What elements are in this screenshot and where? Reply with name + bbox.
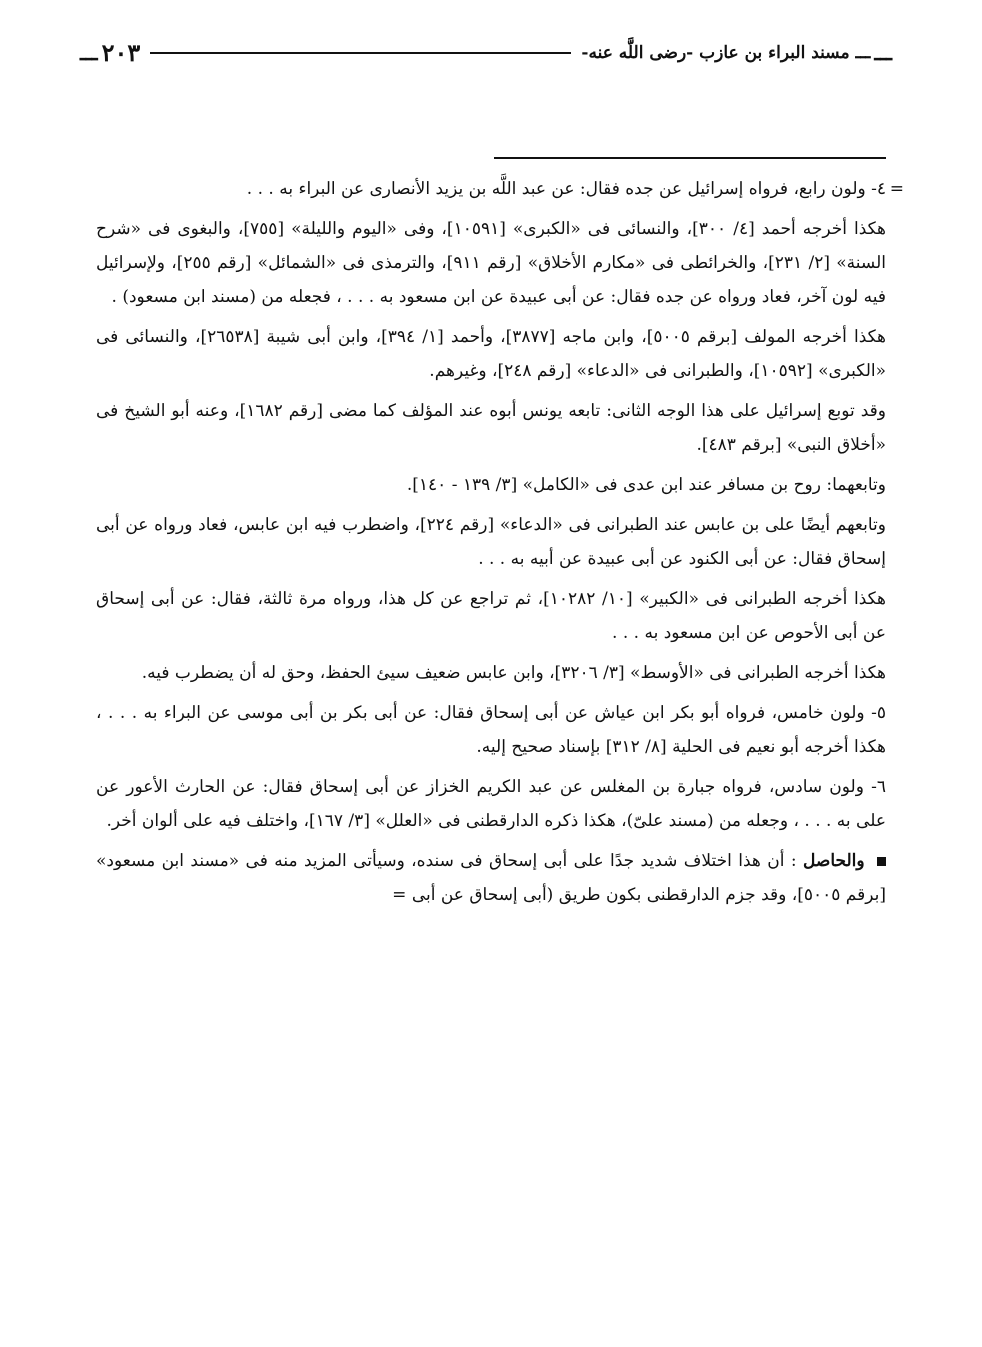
footnote-paragraph: ٥- ولون خامس، فرواه أبو بكر ابن عياش عن أبى إسحاق فقال: عن أبى بكر بن أبى موسى عن البراء به . . . ، هكذا أخرجه أبو نعيم فى الحلية [٨/ ٣١٢] بإسناد صحيح إليه.: [96, 703, 886, 757]
footnote-paragraph: هكذا أخرجه الطبرانى فى «الأوسط» [٣/ ٣٢٠٦]، وابن عابس ضعيف سيئ الحفظ، وحق له أن يضطرب فيه.: [141, 663, 886, 683]
header-dash-right: ـــ: [874, 41, 892, 65]
footnote-paragraph: ٦- ولون سادس، فرواه جبارة بن المغلس عن عبد الكريم الخزاز عن أبى إسحاق فقال: عن الحارث الأعور عن على به . . . ، وجعله من (مسند علىّ)، هكذا ذكره الدارقطنى فى «العلل» [٣/ ١٦٧]، واختلف فيه على ألوان أخر.: [96, 777, 886, 831]
footnote-paragraph: وتابعهما: روح بن مسافر عند ابن عدى فى «الكامل» [٣/ ١٣٩ - ١٤٠].: [406, 475, 886, 495]
footnote-paragraph: هكذا أخرجه المولف [برقم ٥٠٠٥]، وابن ماجه [٣٨٧٧]، وأحمد [١/ ٣٩٤]، وابن أبى شيبة [٢٦٥٣٨]، والنسائى فى «الكبرى» [١٠٥٩٢]، والطبرانى فى «الدعاء» [رقم ٢٤٨]، وغيرهم.: [96, 327, 886, 381]
footnote-separator: [494, 157, 886, 159]
footnote-paragraph: هكذا أخرجه الطبرانى فى «الكبير» [١٠/ ١٠٢٨٢]، ثم تراجع عن كل هذا، ورواه مرة ثالثة، فقال: عن أبى إسحاق عن أبى الأحوص عن ابن مسعود به . . .: [96, 589, 886, 643]
header-dash-left: ـــ: [80, 41, 98, 65]
footnote-paragraph: ٤- ولون رابع، فرواه إسرائيل عن جده فقال: عن عبد اللَّه بن يزيد الأنصارى عن البراء به . . .: [246, 179, 886, 199]
continuation-mark-end: =: [392, 885, 407, 905]
running-header: [80, 38, 892, 68]
footnote-body: [96, 172, 886, 918]
footnote-paragraph: وتابعهم أيضًا على بن عابس عند الطبرانى فى «الدعاء» [رقم ٢٢٤]، واضطرب فيه ابن عابس، فعاد ورواه عن أبى إسحاق فقال: عن أبى الكنود عن أبى عبيدة عن أبيه به . . .: [96, 515, 886, 569]
continuation-mark-start: =: [889, 179, 904, 199]
footnote-paragraph: وقد توبع إسرائيل على هذا الوجه الثانى: تابعه يونس أبوه عند المؤلف كما مضى [رقم ١٦٨٢]، وعنه أبو الشيخ فى «أخلاق النبى» [برقم ٤٨٣].: [96, 401, 886, 455]
conclusion-paragraph: [96, 844, 886, 912]
footnote-paragraph: هكذا أخرجه أحمد [٤/ ٣٠٠]، والنسائى فى «الكبرى» [١٠٥٩١]، وفى «اليوم والليلة» [٧٥٥]، والبغوى فى «شرح السنة» [٢/ ٢٣١]، والخرائطى فى «مكارم الأخلاق» [رقم ٩١١]، والترمذى فى «الشمائل» [رقم ٢٥٥]، ولإسرائيل فيه لون آخر، فعاد ورواه عن جده فقال: عن أبى عبيدة عن ابن مسعود به . . . ، فجعله من (مسند ابن مسعود) .: [96, 219, 887, 307]
square-bullet-icon: [877, 857, 886, 866]
header-rule: [150, 52, 571, 54]
page-number: ٢٠٣: [101, 38, 141, 67]
running-header-title: ـــ مسند البراء بن عازب -رضى اللَّه عنه-: [581, 43, 871, 63]
conclusion-lead: والحاصل: [803, 851, 865, 871]
conclusion-text: : أن هذا اختلاف شديد جدًا على أبى إسحاق فى سنده، وسيأتى المزيد منه فى «مسند ابن مسعود» [برقم ٥٠٠٥]، وقد جزم الدارقطنى بكون طريق (أبى إسحاق عن أبى: [96, 851, 886, 905]
